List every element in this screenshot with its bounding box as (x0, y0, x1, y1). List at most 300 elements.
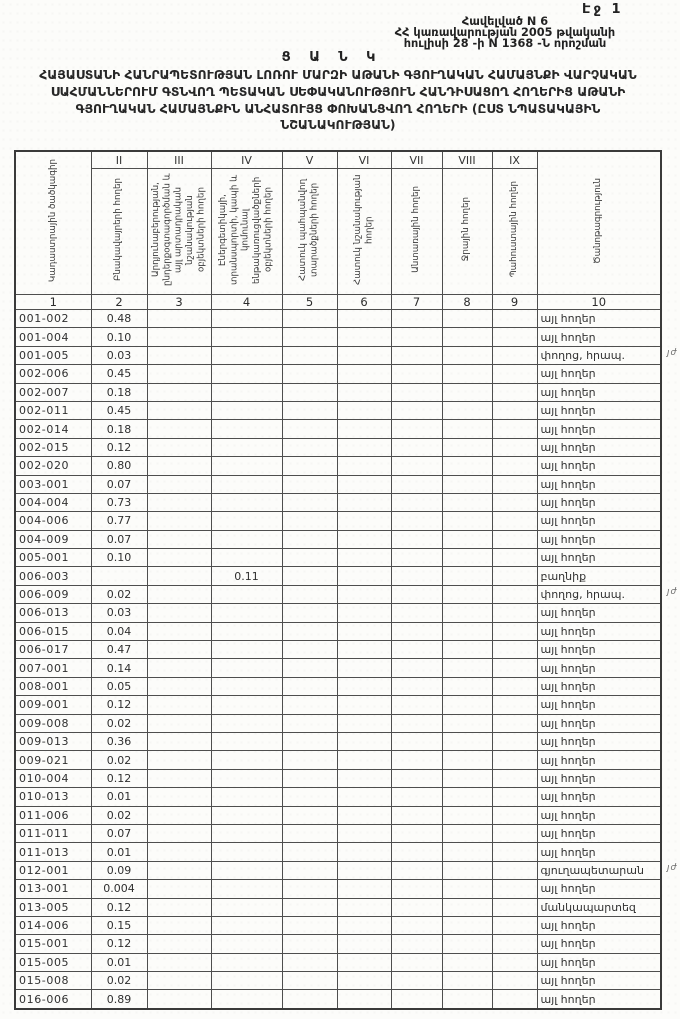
water-land-value (442, 824, 492, 842)
infrastructure-land-value (211, 310, 282, 328)
protected-land-value (282, 512, 337, 530)
industry-land-value (147, 383, 211, 401)
reserve-land-value (492, 788, 537, 806)
handwritten-margin-mark: յժ (667, 862, 678, 873)
settlement-land-value: 0.07 (91, 530, 147, 548)
protected-land-value (282, 953, 337, 971)
special-land-value (337, 916, 391, 934)
protected-land-value (282, 714, 337, 732)
title-line-3: ԳՅՈՒՂԱԿԱՆ ՀԱՄԱՅՆՔԻՆ ԱՆՀԱՏՈՒՅՑ ՓՈԽԱՆՑՎՈՂ ՀՈՂԵՐԻ (ԸՍՏ ՆՊԱՏԱԿԱՅԻՆ (75, 101, 601, 116)
settlement-land-value: 0.47 (91, 641, 147, 659)
table-row (15, 585, 661, 603)
protected-land-value (282, 935, 337, 953)
special-land-value (337, 530, 391, 548)
note-cell: այլ հողեր (537, 549, 661, 567)
cadastral-code-cell: 006-003 (15, 567, 91, 585)
column-header-cadastral-code (15, 151, 91, 295)
infrastructure-land-value (211, 990, 282, 1009)
special-land-value (337, 365, 391, 383)
reserve-land-value (492, 769, 537, 787)
column-number: 3 (147, 295, 211, 310)
cadastral-code-cell: 002-006 (15, 365, 91, 383)
forest-land-value (391, 585, 442, 603)
column-number: 7 (391, 295, 442, 310)
reserve-land-value (492, 641, 537, 659)
cadastral-code-cell: 006-015 (15, 622, 91, 640)
settlement-land-value: 0.45 (91, 401, 147, 419)
table-row (15, 972, 661, 990)
settlement-land-value: 0.80 (91, 457, 147, 475)
water-land-value (442, 898, 492, 916)
infrastructure-land-value (211, 824, 282, 842)
table-row (15, 824, 661, 842)
water-land-value (442, 512, 492, 530)
cadastral-code-cell: 002-011 (15, 401, 91, 419)
special-land-value (337, 420, 391, 438)
note-cell: այլ հողեր (537, 880, 661, 898)
protected-land-value (282, 401, 337, 419)
reserve-land-value (492, 328, 537, 346)
note-cell: գյուղապետարան յժ (537, 861, 661, 879)
industry-land-value (147, 916, 211, 934)
settlement-land-value: 0.01 (91, 843, 147, 861)
note-cell: այլ հողեր (537, 769, 661, 787)
forest-land-value (391, 953, 442, 971)
settlement-land-value: 0.15 (91, 916, 147, 934)
special-land-value (337, 972, 391, 990)
industry-land-value (147, 493, 211, 511)
table-row (15, 990, 661, 1009)
infrastructure-land-value (211, 530, 282, 548)
cadastral-code-cell: 010-013 (15, 788, 91, 806)
reserve-land-value (492, 751, 537, 769)
reserve-land-value (492, 585, 537, 603)
note-cell: այլ հողեր (537, 990, 661, 1009)
special-land-value (337, 696, 391, 714)
table-row (15, 714, 661, 732)
protected-land-value (282, 677, 337, 695)
column-header-label: Բնակավայրերի հողեր (113, 178, 124, 281)
special-land-value (337, 677, 391, 695)
protected-land-value (282, 310, 337, 328)
protected-land-value (282, 475, 337, 493)
protected-land-value (282, 438, 337, 456)
water-land-value (442, 769, 492, 787)
industry-land-value (147, 990, 211, 1009)
table-row (15, 953, 661, 971)
industry-land-value (147, 824, 211, 842)
water-land-value (442, 438, 492, 456)
reserve-land-value (492, 549, 537, 567)
settlement-land-value: 0.004 (91, 880, 147, 898)
water-land-value (442, 346, 492, 364)
table-row (15, 512, 661, 530)
note-cell: այլ հողեր (537, 438, 661, 456)
industry-land-value (147, 861, 211, 879)
special-land-value (337, 953, 391, 971)
forest-land-value (391, 549, 442, 567)
protected-land-value (282, 769, 337, 787)
settlement-land-value: 0.12 (91, 696, 147, 714)
infrastructure-land-value (211, 493, 282, 511)
cadastral-code-cell: 009-021 (15, 751, 91, 769)
settlement-land-value: 0.07 (91, 475, 147, 493)
document-title (6, 67, 670, 134)
cadastral-code-cell: 001-002 (15, 310, 91, 328)
water-land-value (442, 953, 492, 971)
industry-land-value (147, 769, 211, 787)
column-header-note (537, 151, 661, 295)
column-header-label: Էներգետիկայի, տրանսպորտի, կապի և կոմունալ ենթակառուցվածքների օբյեկտների հողեր (218, 174, 274, 285)
settlement-land-value: 0.12 (91, 935, 147, 953)
protected-land-value (282, 751, 337, 769)
reserve-land-value (492, 696, 537, 714)
table-row (15, 475, 661, 493)
forest-land-value (391, 383, 442, 401)
infrastructure-land-value (211, 677, 282, 695)
reserve-land-value (492, 843, 537, 861)
table-row (15, 843, 661, 861)
column-header-label: Կադաստրային ծածկագիր (47, 159, 58, 283)
infrastructure-land-value (211, 585, 282, 603)
infrastructure-land-value (211, 972, 282, 990)
cadastral-code-cell: 009-013 (15, 732, 91, 750)
table-row (15, 383, 661, 401)
special-land-value (337, 475, 391, 493)
forest-land-value (391, 990, 442, 1009)
cadastral-code-cell: 003-001 (15, 475, 91, 493)
column-header-label: Հատուկ նշանակության հողեր (352, 174, 374, 285)
reserve-land-value (492, 475, 537, 493)
table-row (15, 310, 661, 328)
water-land-value (442, 788, 492, 806)
special-land-value (337, 328, 391, 346)
note-cell: այլ հողեր (537, 677, 661, 695)
protected-land-value (282, 696, 337, 714)
protected-land-value (282, 604, 337, 622)
industry-land-value (147, 401, 211, 419)
forest-land-value (391, 916, 442, 934)
water-land-value (442, 401, 492, 419)
note-cell: այլ հողեր (537, 493, 661, 511)
forest-land-value (391, 824, 442, 842)
settlement-land-value: 0.02 (91, 972, 147, 990)
infrastructure-land-value (211, 475, 282, 493)
roman-numeral-row (15, 151, 661, 169)
table-row (15, 438, 661, 456)
industry-land-value (147, 420, 211, 438)
cadastral-code-cell: 012-001 (15, 861, 91, 879)
table-row (15, 604, 661, 622)
settlement-land-value: 0.12 (91, 898, 147, 916)
infrastructure-land-value (211, 383, 282, 401)
settlement-land-value: 0.02 (91, 751, 147, 769)
table-row (15, 696, 661, 714)
industry-land-value (147, 788, 211, 806)
note-cell: այլ հողեր (537, 916, 661, 934)
reserve-land-value (492, 806, 537, 824)
note-cell: այլ հողեր (537, 457, 661, 475)
settlement-land-value: 0.45 (91, 365, 147, 383)
note-cell: այլ հողեր (537, 806, 661, 824)
table-row (15, 420, 661, 438)
roman-numeral-IX: IX (492, 151, 537, 169)
note-cell: այլ հողեր (537, 512, 661, 530)
settlement-land-value: 0.77 (91, 512, 147, 530)
cadastral-code-cell: 013-005 (15, 898, 91, 916)
settlement-land-value: 0.02 (91, 806, 147, 824)
industry-land-value (147, 622, 211, 640)
annex-line-3: հուլիսի 28 -ի N 1368 -Ն որոշման (403, 37, 607, 50)
cadastral-code-cell: 001-005 (15, 346, 91, 364)
cadastral-code-cell: 013-001 (15, 880, 91, 898)
note-cell: փողոց, հրապ. յժ (537, 346, 661, 364)
note-cell: այլ հողեր (537, 696, 661, 714)
column-number: 4 (211, 295, 282, 310)
column-header-label: Արդյունաբերության, ընդերքօգտագործման և այլ արտադրական նշանակության օբյեկտների հողեր (150, 173, 206, 286)
forest-land-value (391, 641, 442, 659)
infrastructure-land-value (211, 861, 282, 879)
protected-land-value (282, 843, 337, 861)
reserve-land-value (492, 530, 537, 548)
reserve-land-value (492, 383, 537, 401)
special-land-value (337, 714, 391, 732)
column-number: 6 (337, 295, 391, 310)
infrastructure-land-value (211, 935, 282, 953)
industry-land-value (147, 365, 211, 383)
special-land-value (337, 788, 391, 806)
infrastructure-land-value (211, 641, 282, 659)
industry-land-value (147, 898, 211, 916)
page-number: Էջ 1 (582, 2, 624, 17)
settlement-land-value: 0.05 (91, 677, 147, 695)
column-number: 1 (15, 295, 91, 310)
infrastructure-land-value (211, 916, 282, 934)
industry-land-value (147, 512, 211, 530)
cadastral-code-cell: 005-001 (15, 549, 91, 567)
table-row (15, 677, 661, 695)
settlement-land-value: 0.14 (91, 659, 147, 677)
protected-land-value (282, 383, 337, 401)
industry-land-value (147, 604, 211, 622)
water-land-value (442, 714, 492, 732)
table-row (15, 935, 661, 953)
forest-land-value (391, 493, 442, 511)
infrastructure-land-value (211, 420, 282, 438)
water-land-value (442, 383, 492, 401)
cadastral-code-cell: 002-007 (15, 383, 91, 401)
protected-land-value (282, 622, 337, 640)
industry-land-value (147, 806, 211, 824)
industry-land-value (147, 310, 211, 328)
settlement-land-value: 0.03 (91, 346, 147, 364)
settlement-land-value: 0.02 (91, 714, 147, 732)
table-row (15, 898, 661, 916)
column-header-forest-lands (391, 169, 442, 295)
reserve-land-value (492, 604, 537, 622)
column-number: 5 (282, 295, 337, 310)
settlement-land-value: 0.18 (91, 420, 147, 438)
water-land-value (442, 604, 492, 622)
special-land-value (337, 751, 391, 769)
industry-land-value (147, 751, 211, 769)
forest-land-value (391, 622, 442, 640)
protected-land-value (282, 549, 337, 567)
industry-land-value (147, 953, 211, 971)
column-header-reserve-lands (492, 169, 537, 295)
note-cell: բաղնիք (537, 567, 661, 585)
settlement-land-value: 0.10 (91, 549, 147, 567)
table-row (15, 751, 661, 769)
reserve-land-value (492, 310, 537, 328)
infrastructure-land-value (211, 843, 282, 861)
reserve-land-value (492, 880, 537, 898)
column-header-industry-lands (147, 169, 211, 295)
protected-land-value (282, 457, 337, 475)
infrastructure-land-value (211, 549, 282, 567)
settlement-land-value: 0.89 (91, 990, 147, 1009)
table-row (15, 769, 661, 787)
table-row (15, 493, 661, 511)
note-cell: այլ հողեր (537, 953, 661, 971)
forest-land-value (391, 365, 442, 383)
industry-land-value (147, 696, 211, 714)
forest-land-value (391, 346, 442, 364)
table-row (15, 788, 661, 806)
reserve-land-value (492, 861, 537, 879)
water-land-value (442, 677, 492, 695)
note-cell: այլ հողեր (537, 824, 661, 842)
special-land-value (337, 880, 391, 898)
cadastral-code-cell: 010-004 (15, 769, 91, 787)
industry-land-value (147, 880, 211, 898)
protected-land-value (282, 880, 337, 898)
industry-land-value (147, 732, 211, 750)
reserve-land-value (492, 732, 537, 750)
column-header-protected-lands (282, 169, 337, 295)
note-cell: այլ հողեր (537, 604, 661, 622)
reserve-land-value (492, 457, 537, 475)
special-land-value (337, 898, 391, 916)
settlement-land-value: 0.36 (91, 732, 147, 750)
cadastral-code-cell: 004-009 (15, 530, 91, 548)
table-row (15, 641, 661, 659)
forest-land-value (391, 310, 442, 328)
water-land-value (442, 585, 492, 603)
forest-land-value (391, 714, 442, 732)
special-land-value (337, 641, 391, 659)
water-land-value (442, 310, 492, 328)
water-land-value (442, 696, 492, 714)
settlement-land-value: 0.18 (91, 383, 147, 401)
water-land-value (442, 990, 492, 1009)
column-number: 10 (537, 295, 661, 310)
column-header-label: Ջրային հողեր (461, 197, 472, 262)
handwritten-margin-mark: յժ (667, 347, 678, 358)
table-row (15, 530, 661, 548)
infrastructure-land-value (211, 438, 282, 456)
settlement-land-value: 0.04 (91, 622, 147, 640)
table-row (15, 549, 661, 567)
protected-land-value (282, 806, 337, 824)
infrastructure-land-value (211, 788, 282, 806)
infrastructure-land-value (211, 604, 282, 622)
forest-land-value (391, 732, 442, 750)
title-line-4: ՆՇԱՆԱԿՈՒԹՅԱՆ) (280, 118, 396, 133)
protected-land-value (282, 990, 337, 1009)
forest-land-value (391, 328, 442, 346)
forest-land-value (391, 769, 442, 787)
protected-land-value (282, 824, 337, 842)
cadastral-code-cell: 006-009 (15, 585, 91, 603)
industry-land-value (147, 677, 211, 695)
industry-land-value (147, 714, 211, 732)
note-cell: այլ հողեր (537, 365, 661, 383)
special-land-value (337, 549, 391, 567)
infrastructure-land-value (211, 622, 282, 640)
reserve-land-value (492, 659, 537, 677)
protected-land-value (282, 861, 337, 879)
water-land-value (442, 328, 492, 346)
reserve-land-value (492, 714, 537, 732)
cadastral-code-cell: 016-006 (15, 990, 91, 1009)
reserve-land-value (492, 438, 537, 456)
special-land-value (337, 493, 391, 511)
settlement-land-value: 0.12 (91, 769, 147, 787)
reserve-land-value (492, 972, 537, 990)
forest-land-value (391, 935, 442, 953)
protected-land-value (282, 493, 337, 511)
cadastral-code-cell: 009-008 (15, 714, 91, 732)
reserve-land-value (492, 935, 537, 953)
protected-land-value (282, 365, 337, 383)
protected-land-value (282, 972, 337, 990)
industry-land-value (147, 972, 211, 990)
special-land-value (337, 990, 391, 1009)
annex-line-1: Հավելված N 6 (461, 15, 549, 28)
infrastructure-land-value (211, 401, 282, 419)
note-cell: այլ հողեր (537, 420, 661, 438)
industry-land-value (147, 843, 211, 861)
water-land-value (442, 751, 492, 769)
infrastructure-land-value: 0.11 (211, 567, 282, 585)
infrastructure-land-value (211, 806, 282, 824)
note-cell: այլ հողեր (537, 310, 661, 328)
cadastral-code-cell: 004-004 (15, 493, 91, 511)
infrastructure-land-value (211, 328, 282, 346)
forest-land-value (391, 806, 442, 824)
forest-land-value (391, 751, 442, 769)
roman-numeral-III: III (147, 151, 211, 169)
note-cell: այլ հողեր (537, 732, 661, 750)
table-row (15, 457, 661, 475)
industry-land-value (147, 641, 211, 659)
cadastral-code-cell: 015-005 (15, 953, 91, 971)
note-cell: այլ հողեր (537, 622, 661, 640)
column-header-label: Հատուկ պահպանվող տարածքների հողեր (298, 178, 320, 281)
table-row (15, 401, 661, 419)
note-cell: այլ հողեր (537, 401, 661, 419)
forest-land-value (391, 567, 442, 585)
water-land-value (442, 475, 492, 493)
settlement-land-value: 0.07 (91, 824, 147, 842)
note-cell: այլ հողեր (537, 788, 661, 806)
protected-land-value (282, 328, 337, 346)
special-land-value (337, 567, 391, 585)
protected-land-value (282, 346, 337, 364)
table-row (15, 659, 661, 677)
column-number-row (15, 295, 661, 310)
